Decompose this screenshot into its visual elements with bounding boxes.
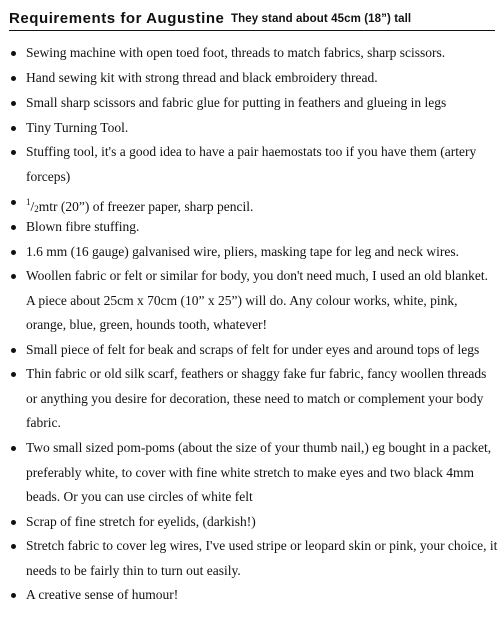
list-item-text: Stuffing tool, it's a good idea to have a pair haemostats too if you have them (artery (26, 144, 477, 159)
page-subtitle: They stand about 45cm (18”) tall (231, 13, 412, 25)
bullet-icon (11, 544, 16, 549)
bullet-icon (11, 150, 16, 155)
list-item-text: Stretch fabric to cover leg wires, I've used stripe or leopard skin or pink, your choice, it (26, 538, 498, 553)
list-item-line (26, 461, 498, 486)
fraction-numerator: 1 (26, 197, 31, 207)
list-item-text: preferably white, to cover with fine white stretch to make eyes and two black 4mm (26, 464, 474, 480)
list-item-text: A creative sense of humour! (26, 587, 179, 602)
bullet-icon (11, 51, 16, 56)
list-item-line (26, 411, 498, 436)
bullet-icon (11, 101, 16, 106)
page-header (9, 6, 495, 31)
list-item-line (26, 165, 498, 190)
list-item-text: 1.6 mm (16 gauge) galvanised wire, pliers, masking tape for leg and neck wires. (26, 244, 459, 259)
list-item-line (26, 66, 498, 91)
list-item-text: A piece about 25cm x 70cm (10” x 25”) will do. Any colour works, white, pink, (26, 292, 458, 308)
list-item-text: Small piece of felt for beak and scraps of felt for under eyes and around tops of legs (26, 342, 480, 357)
list-item-line (26, 116, 498, 141)
list-item-line (26, 559, 498, 584)
list-item-line (26, 338, 498, 363)
fraction-slash: / (30, 199, 35, 214)
list-item-text: needs to be fairly thin to turn out easily. (26, 562, 241, 578)
list-item-line (26, 215, 498, 240)
fraction-denominator: 2 (34, 204, 39, 214)
list-item-text: Blown fibre stuffing. (26, 219, 140, 234)
list-item-text: fabric. (26, 415, 61, 430)
list-item-line (26, 583, 498, 608)
bullet-icon (11, 446, 16, 451)
list-item-text: orange, blue, green, hounds tooth, whatever! (26, 317, 268, 332)
list-item-text: Small sharp scissors and fabric glue for putting in feathers and glueing in legs (26, 95, 447, 110)
list-item-line (26, 534, 498, 559)
list-item-line (26, 140, 498, 165)
list-item-line (26, 436, 498, 461)
list-item-text: Two small sized pom-poms (about the size of your thumb nail,) eg bought in a packet, (26, 440, 492, 455)
list-item-line (26, 264, 498, 289)
list-item-line (26, 387, 498, 412)
bullet-icon (11, 200, 16, 205)
list-item-line (26, 313, 498, 338)
list-item-text: or anything you desire for decoration, these need to match or complement your body (26, 390, 484, 406)
list-item-line (26, 91, 498, 116)
list-item-line (26, 240, 498, 265)
list-item-text: Woollen fabric or felt or similar for body, you don't need much, I used an old blanket. (26, 268, 488, 283)
list-item-text: Tiny Turning Tool. (26, 120, 129, 135)
list-item-line (26, 362, 498, 387)
list-item-text: forceps) (26, 168, 71, 184)
list-item-text: mtr (20”) of freezer paper, sharp pencil. (38, 199, 254, 214)
bullet-icon (11, 76, 16, 81)
list-item-line (26, 289, 498, 314)
list-item-text: beads. Or you can use circles of white felt (26, 489, 253, 504)
list-item-text: Sewing machine with open toed foot, threads to match fabrics, sharp scissors. (26, 45, 446, 60)
bullet-icon (11, 274, 16, 279)
bullet-icon (11, 372, 16, 377)
bullet-icon (11, 520, 16, 525)
bullet-icon (11, 225, 16, 230)
bullet-icon (11, 348, 16, 353)
bullet-icon (11, 250, 16, 255)
bullet-icon (11, 126, 16, 131)
list-item-line (26, 510, 498, 535)
list-item-line (26, 41, 498, 66)
list-item-line (26, 485, 498, 510)
page-title: Requirements for Augustine (9, 10, 225, 27)
bullet-icon (11, 593, 16, 598)
list-item-text: Thin fabric or old silk scarf, feathers or shaggy fake fur fabric, fancy woollen threads (26, 366, 487, 381)
list-item-text: Hand sewing kit with strong thread and black embroidery thread. (26, 70, 378, 85)
list-item-text: Scrap of fine stretch for eyelids, (darkish!) (26, 514, 256, 529)
